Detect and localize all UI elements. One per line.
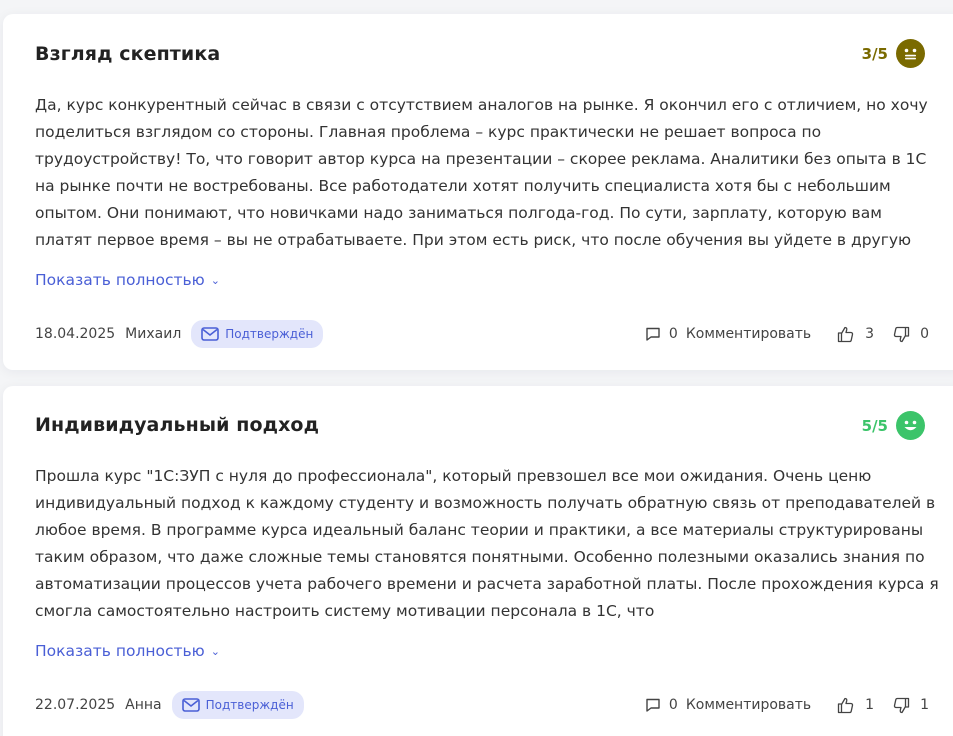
comments-count: 0: [668, 326, 678, 342]
comment-icon: [645, 326, 661, 342]
thumbs-up-icon: [837, 326, 855, 343]
review-title: Взгляд скептика: [35, 43, 221, 65]
thumbs-down-icon: [892, 326, 910, 343]
review-date: 22.07.2025: [35, 697, 116, 713]
comment-button[interactable]: [645, 326, 811, 342]
rating-value: 3/5: [861, 44, 888, 63]
review-text: Прошла курс "1С:ЗУП с нуля до профессионала", который превзошел все мои ожидания. Очень ценю индивидуальный подход к каждому студенту и возможность получать обратную связь от преподавателей в любое время. В программе курса идеальный баланс теории и практики, а все материалы структурированы таким образом, что даже сложные темы становятся понятными. Особенно полезными оказались знания по автоматизации процессов учета рабочего времени и расчета заработной платы. После прохождения курса я смогла самостоятельно настроить систему мотивации персонала в 1С, что: [35, 467, 939, 620]
show-more-label: Показать полностью: [35, 271, 205, 289]
show-more-label: Показать полностью: [35, 642, 205, 660]
mail-icon: [201, 327, 219, 341]
review-text: Да, курс конкурентный сейчас в связи с отсутствием аналогов на рынке. Я окончил его с отличием, но хочу поделиться взглядом со стороны. Главная проблема – курс практически не решает вопроса по трудоустройству! То, что говорит автор курса на презентации – скорее реклама. Аналитики без опыта в 1С на рынке почти не востребованы. Все работодатели хотят получить специалиста хотя бы с небольшим опытом. Они понимают, что новичками надо заниматься полгода-год. По сути, зарплату, которую вам платят первое время – вы не отрабатываете. При этом есть риск, что после обучения вы уйдете в другую: [35, 96, 928, 249]
review-footer: [35, 691, 929, 719]
dislikes-count: 0: [920, 326, 929, 342]
chevron-down-icon: ⌄: [210, 273, 220, 287]
review-rating: [862, 39, 925, 68]
review-author: Михаил: [125, 326, 182, 342]
mail-icon: [182, 698, 200, 712]
dislikes-count: 1: [920, 697, 929, 713]
review-author: Анна: [125, 697, 162, 713]
show-more-link[interactable]: [35, 271, 220, 289]
verified-label: Подтверждён: [225, 327, 314, 341]
comment-label: Комментировать: [685, 326, 812, 342]
smile-face-icon: [896, 411, 925, 440]
review-rating: [862, 411, 925, 440]
review-card: [3, 386, 953, 736]
show-more-link[interactable]: [35, 642, 220, 660]
comments-count: 0: [668, 697, 678, 713]
comment-button[interactable]: [645, 697, 811, 713]
comment-icon: [645, 697, 661, 713]
like-button[interactable]: [837, 697, 874, 714]
chevron-down-icon: ⌄: [210, 644, 220, 658]
neutral-face-icon: [896, 39, 925, 68]
like-button[interactable]: [837, 326, 874, 343]
dislike-button[interactable]: [892, 326, 929, 343]
likes-count: 3: [865, 326, 875, 342]
review-date: 18.04.2025: [35, 326, 116, 342]
review-card: [3, 14, 953, 370]
review-title: Индивидуальный подход: [35, 414, 320, 436]
dislike-button[interactable]: [892, 697, 929, 714]
thumbs-down-icon: [892, 697, 910, 714]
comment-label: Комментировать: [685, 697, 812, 713]
verified-badge: [172, 691, 304, 719]
review-footer: [35, 320, 929, 348]
likes-count: 1: [865, 697, 875, 713]
rating-value: 5/5: [861, 416, 888, 435]
verified-badge: [191, 320, 323, 348]
thumbs-up-icon: [837, 697, 855, 714]
verified-label: Подтверждён: [205, 698, 294, 712]
